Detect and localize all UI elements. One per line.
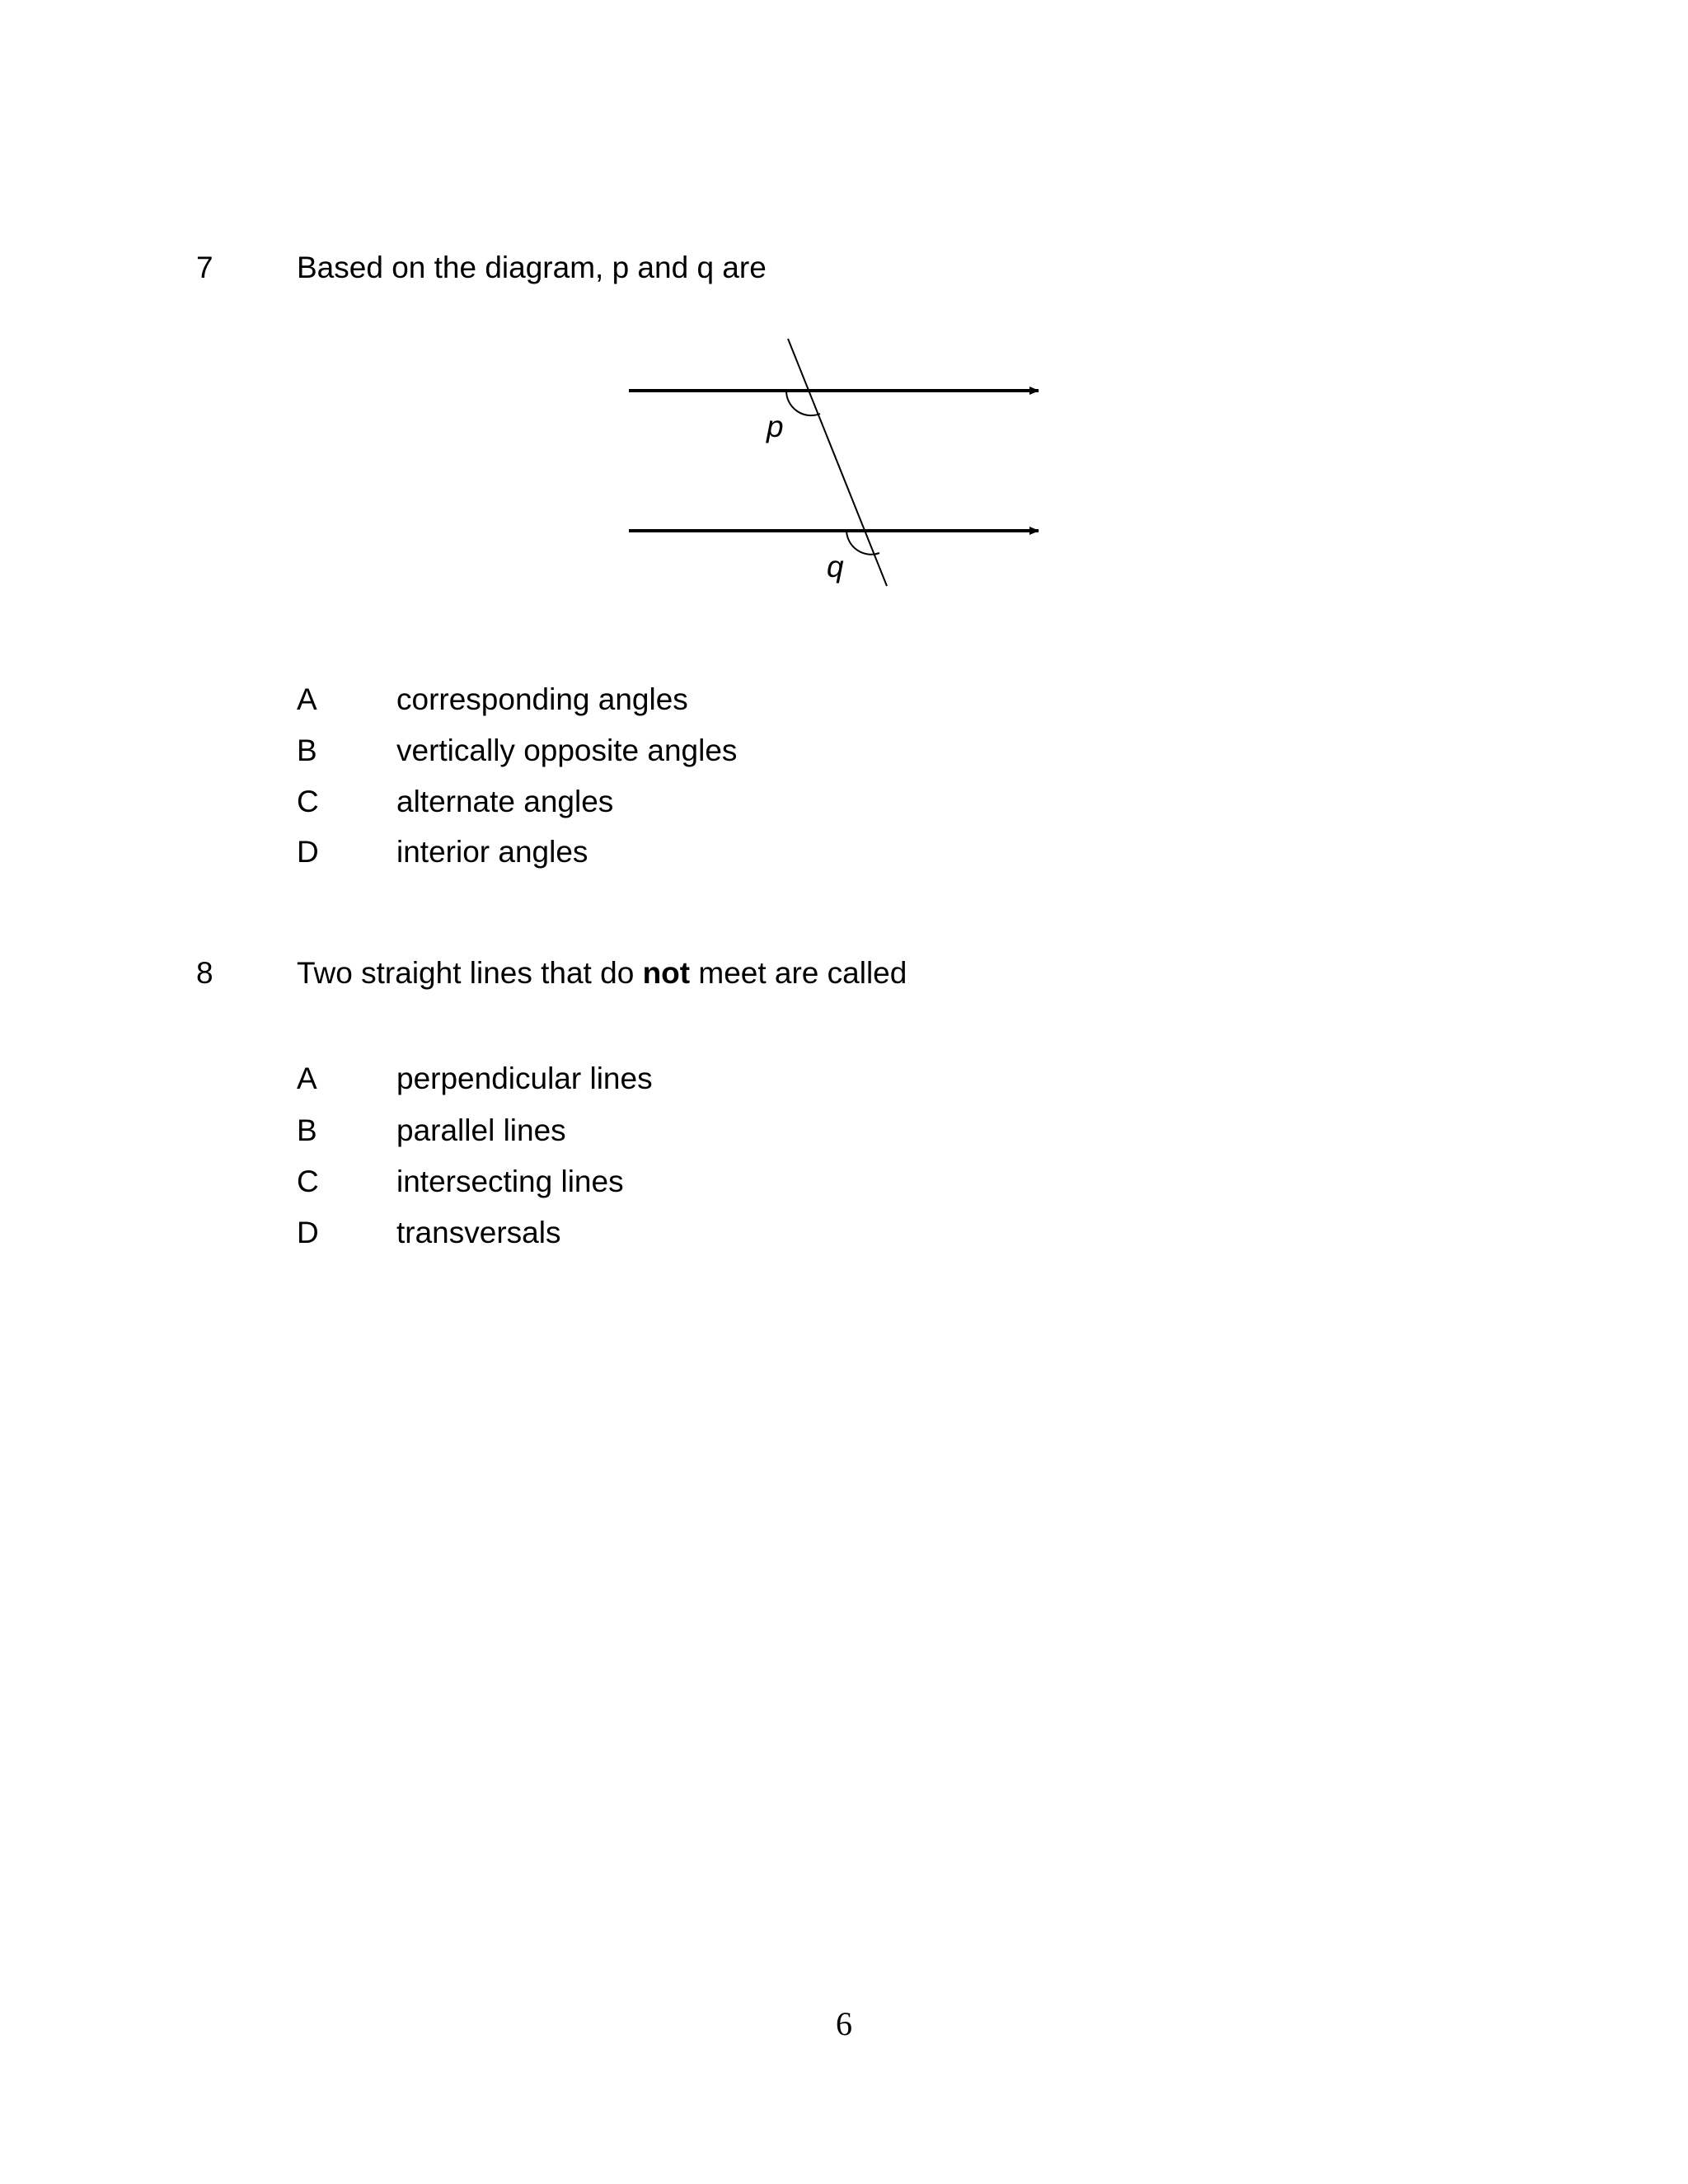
question-8-stem-before: Two straight lines that do	[297, 956, 643, 990]
question-8-stem	[297, 958, 907, 988]
question-7-stem: Based on the diagram, p and q are	[297, 251, 767, 284]
question-7-option-d-letter: D	[297, 835, 319, 869]
question-7-option-a-letter: A	[297, 682, 317, 716]
question-7-option-c-text: alternate angles	[396, 785, 614, 818]
question-8-option-d-text: transversals	[396, 1216, 561, 1249]
question-8-option-a-letter: A	[297, 1062, 317, 1095]
question-7-option-d-text: interior angles	[396, 835, 588, 869]
question-7-number: 7	[196, 251, 213, 284]
question-8-option-c-text: intersecting lines	[396, 1165, 624, 1198]
question-8-option-a-text: perpendicular lines	[396, 1062, 653, 1095]
angle-p-label: p	[767, 410, 784, 443]
question-7-option-b-text: vertically opposite angles	[396, 733, 738, 767]
question-7-option-c-letter: C	[297, 785, 319, 818]
question-7-option-b-letter: B	[297, 733, 317, 767]
parallel-lines-transversal-diagram	[626, 330, 1055, 610]
question-8-option-b-letter: B	[297, 1113, 317, 1147]
angle-q-label: q	[827, 550, 844, 583]
question-8-option-d-letter: D	[297, 1216, 319, 1249]
question-8-number: 8	[196, 956, 213, 990]
angle-q-arc	[846, 531, 879, 555]
question-8-option-c-letter: C	[297, 1165, 319, 1198]
question-8-option-b-text: parallel lines	[396, 1113, 566, 1147]
question-8-stem-after: meet are called	[690, 956, 907, 990]
question-7-option-a-text: corresponding angles	[396, 682, 688, 716]
question-8-stem-bold: not	[642, 956, 691, 990]
angle-p-arc	[786, 391, 820, 415]
transversal-line	[788, 339, 887, 586]
page-number: 6	[836, 2005, 852, 2042]
